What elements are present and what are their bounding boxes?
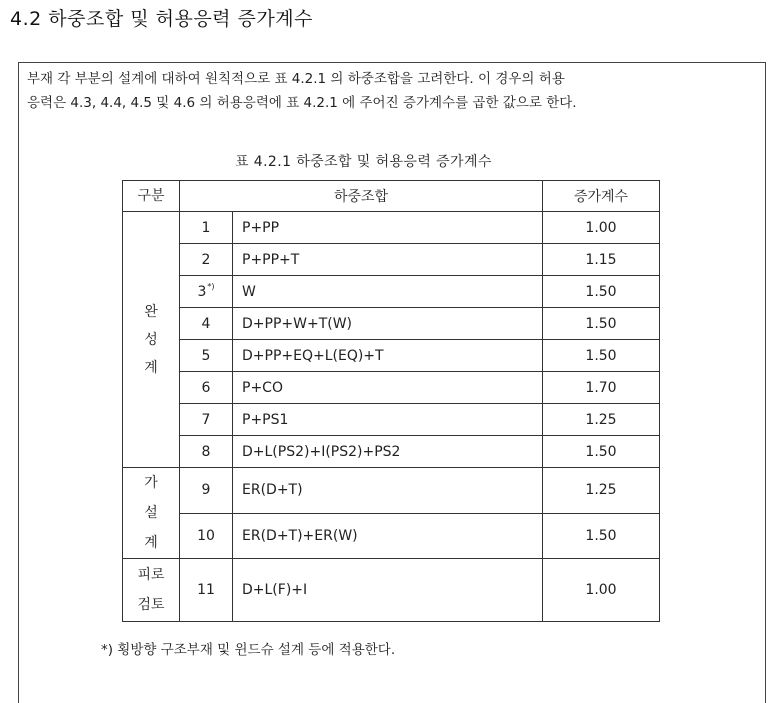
row-combination: D+PP+EQ+L(EQ)+T xyxy=(233,340,543,372)
row-combination: P+PP+T xyxy=(233,244,543,276)
row-combination: D+L(F)+I xyxy=(233,559,543,622)
row-no: 9 xyxy=(180,468,233,514)
row-no: 6 xyxy=(180,372,233,404)
row-no: 1 xyxy=(180,212,233,244)
row-no: 8 xyxy=(180,436,233,468)
header-group: 구분 xyxy=(123,181,180,212)
row-no: 5 xyxy=(180,340,233,372)
group-char: 계 xyxy=(144,535,158,551)
table-caption: 표 4.2.1 하중조합 및 허용응력 증가계수 xyxy=(235,154,492,170)
header-combination: 하중조합 xyxy=(180,181,543,212)
table-row xyxy=(123,308,660,340)
row-combination: D+L(PS2)+I(PS2)+PS2 xyxy=(233,436,543,468)
row-no xyxy=(180,276,233,308)
group-char: 완 xyxy=(144,303,158,320)
table-row xyxy=(123,404,660,436)
row-factor: 1.25 xyxy=(543,404,660,436)
row-no-value: 3 xyxy=(197,283,207,300)
row-combination: P+PS1 xyxy=(233,404,543,436)
table-row xyxy=(123,212,660,244)
row-factor: 1.25 xyxy=(543,468,660,514)
row-factor: 1.00 xyxy=(543,559,660,622)
intro-paragraph xyxy=(27,67,761,115)
table-footnote: *) 횡방향 구조부재 및 윈드슈 설계 등에 적용한다. xyxy=(101,642,396,658)
section-heading: 4.2 하중조합 및 허용응력 증가계수 xyxy=(10,8,313,30)
table-row xyxy=(123,559,660,622)
group-char: 피로 xyxy=(137,567,165,583)
row-no: 7 xyxy=(180,404,233,436)
table-row xyxy=(123,436,660,468)
row-factor: 1.70 xyxy=(543,372,660,404)
content-box xyxy=(18,62,766,703)
row-combination: ER(D+T)+ER(W) xyxy=(233,513,543,559)
table-row xyxy=(123,513,660,559)
group-char: 성 xyxy=(144,331,158,348)
row-no: 11 xyxy=(180,559,233,622)
row-combination: ER(D+T) xyxy=(233,468,543,514)
group-char: 설 xyxy=(144,505,158,521)
row-factor: 1.50 xyxy=(543,308,660,340)
group-char: 가 xyxy=(144,475,158,491)
row-no: 4 xyxy=(180,308,233,340)
row-factor: 1.50 xyxy=(543,340,660,372)
row-combination: P+CO xyxy=(233,372,543,404)
row-factor: 1.50 xyxy=(543,436,660,468)
group-char: 계 xyxy=(144,359,158,376)
row-no: 10 xyxy=(180,513,233,559)
header-factor: 증가계수 xyxy=(543,181,660,212)
load-combination-table xyxy=(122,180,660,622)
row-combination: W xyxy=(233,276,543,308)
table-row xyxy=(123,372,660,404)
row-factor: 1.50 xyxy=(543,276,660,308)
row-factor: 1.00 xyxy=(543,212,660,244)
row-factor: 1.15 xyxy=(543,244,660,276)
group-completed xyxy=(123,212,180,468)
group-temporary xyxy=(123,468,180,559)
row-factor: 1.50 xyxy=(543,513,660,559)
row-no: 2 xyxy=(180,244,233,276)
table-row xyxy=(123,468,660,514)
table-row xyxy=(123,340,660,372)
row-combination: D+PP+W+T(W) xyxy=(233,308,543,340)
group-fatigue xyxy=(123,559,180,622)
intro-line-1: 부재 각 부분의 설계에 대하여 원칙적으로 표 4.2.1 의 하중조합을 고려한다. 이 경우의 허용 xyxy=(27,71,565,87)
row-combination: P+PP xyxy=(233,212,543,244)
table-row xyxy=(123,244,660,276)
footnote-mark: *) xyxy=(207,281,215,291)
intro-line-2: 응력은 4.3, 4.4, 4.5 및 4.6 의 허용응력에 표 4.2.1 에 주어진 증가계수를 곱한 값으로 한다. xyxy=(27,95,577,111)
table-header-row xyxy=(123,181,660,212)
table-row xyxy=(123,276,660,308)
group-char: 검토 xyxy=(137,597,165,613)
